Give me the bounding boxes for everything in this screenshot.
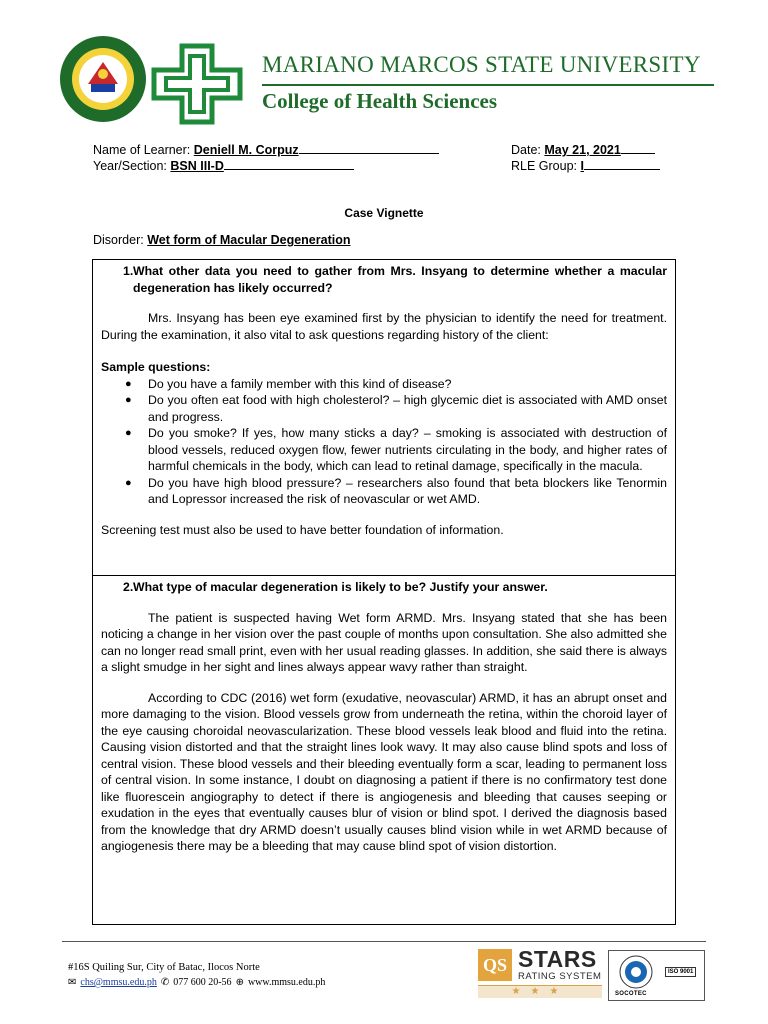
- date-value: May 21, 2021: [544, 143, 621, 157]
- disorder-label: Disorder:: [93, 233, 144, 247]
- question-1-text: What other data you need to gather from Mrs. Insyang to determine whether a macular degeneration has likely occurred?: [133, 264, 667, 295]
- rle-group-line: [511, 159, 660, 173]
- question-1-intro: Mrs. Insyang has been eye examined first by the physician to identify the need for treatment. During the examination, it also vital to ask questions regarding history of the client:: [101, 311, 667, 342]
- bullet-icon: ●: [125, 377, 132, 390]
- footer-website[interactable]: www.mmsu.edu.ph: [247, 977, 326, 988]
- name-label: Name of Learner:: [93, 143, 191, 157]
- sample-questions-label: Sample questions:: [101, 360, 211, 374]
- disorder-value: Wet form of Macular Degeneration: [147, 233, 351, 247]
- qs-stars-logo: [478, 946, 602, 999]
- section-label: Year/Section:: [93, 159, 167, 173]
- footer-contacts: [68, 977, 325, 988]
- group-blank-line: [584, 159, 660, 170]
- university-name: MARIANO MARCOS STATE UNIVERSITY: [262, 52, 701, 77]
- list-item-text: Do you smoke? If yes, how many sticks a day? – smoking is associated with destruction of blood vessels, reduced oxygen flow, fewer nutrients circulating in the body, and higher rates of harmful chemicals in the body, which can lead to retinal damage, specifically in the macula.: [148, 426, 667, 473]
- question-2-text: What type of macular degeneration is likely to be? Justify your answer.: [133, 580, 548, 594]
- question-2-paragraph-1: The patient is suspected having Wet form ARMD. Mrs. Insyang stated that she has been noticing a change in her vision over the past couple of months upon consultation. She also admitted she can no longer read small print, even with her usual reading glasses. In addition, she said there is always a slight smudge in her sight and lines always appear wavy rather than straight.: [101, 610, 667, 674]
- group-value: I: [580, 159, 584, 173]
- bullet-icon: ●: [125, 394, 132, 406]
- list-item: [101, 475, 667, 508]
- star-rating-icon: ★★★: [478, 985, 602, 998]
- date-label: Date:: [511, 143, 541, 157]
- question-1: [101, 263, 667, 296]
- envelope-icon: ✉: [68, 977, 77, 988]
- bullet-icon: ●: [125, 476, 132, 489]
- question-2-paragraph-2: According to CDC (2016) wet form (exudative, neovascular) ARMD, it has an abrupt onset and more damaging to the vision. Blood vessels grow from underneath the retina, within the choroid layer of the eye causing choroidal neovascularization. These blood vessels leak blood and fluid into the retina. Causing vision distorted and that the straight lines look wavy. It may also cause blind spots and loss of central vision. These blood vessels and their bleeding eventually form a scar, leading to permanent loss of central vision. In some instance, I doubt on diagnosing a patient if there is no confirmatory test done like fluorescein angiography to detect if there is angiogenesis and bleeding that causes seeping or exudation in the eyes that eventually causes blur of vision or blind spot. I derived the diagnosis based from the knowledge that dry ARMD doesn’t usually causes blind vision while in wet ARMD because of angiogenesis there may be a bleeding that may cause blind spot of vision distortion.: [101, 690, 667, 853]
- list-item-text: Do you have high blood pressure? – researchers also found that beta blockers like Tenormin and Lopressor increased the risk of neovascular or wet AMD.: [148, 475, 667, 506]
- phone-icon: ✆: [160, 977, 170, 988]
- university-seal-logo: [58, 34, 148, 124]
- sample-questions-list: [101, 376, 667, 508]
- globe-icon: ⊕: [235, 977, 244, 988]
- footer-address: #16S Quiling Sur, City of Batac, Ilocos Norte: [68, 962, 260, 973]
- iso-label: ISO 9001: [665, 967, 696, 977]
- name-value: Deniell M. Corpuz: [193, 143, 299, 157]
- year-section-line: [93, 159, 354, 173]
- footer-phone: 077 600 20-56: [173, 977, 232, 988]
- bullet-icon: ●: [125, 427, 132, 439]
- section-value: BSN III-D: [170, 159, 224, 173]
- date-line: [511, 143, 655, 157]
- list-item: [101, 392, 667, 425]
- socotec-certification-logo: [608, 950, 705, 1001]
- header-divider: [262, 84, 714, 86]
- list-item-text: Do you often eat food with high cholesterol? – high glycemic diet is associated with AMD onset and progress.: [148, 393, 667, 424]
- question-2-box: [92, 576, 676, 925]
- date-blank-line: [621, 143, 655, 154]
- question-1-box: [92, 259, 676, 576]
- group-label: RLE Group:: [511, 159, 578, 173]
- college-name: College of Health Sciences: [262, 89, 498, 113]
- list-item: [101, 376, 667, 393]
- list-item-text: Do you have a family member with this kind of disease?: [148, 376, 452, 391]
- qs-mark: QS: [478, 949, 512, 981]
- rating-system-label: RATING SYSTEM: [518, 971, 602, 982]
- section-blank-line: [224, 159, 354, 170]
- page-title: Case Vignette: [344, 206, 424, 220]
- name-of-learner-line: [93, 143, 439, 157]
- name-blank-line: [299, 143, 439, 154]
- footer-email-link[interactable]: chs@mmsu.edu.ph: [80, 977, 157, 988]
- question-2: [101, 579, 667, 596]
- question-2-number: 2.: [123, 580, 134, 594]
- socotec-label: SOCOTEC: [615, 991, 647, 997]
- list-item: [101, 425, 667, 475]
- stars-wordmark: STARS: [518, 946, 597, 972]
- footer-divider: [62, 941, 706, 942]
- disorder-line: [93, 233, 350, 247]
- certification-seal-icon: [613, 954, 659, 990]
- health-cross-logo: [148, 42, 246, 126]
- question-1-number: 1.: [123, 264, 134, 278]
- question-1-closing: Screening test must also be used to have better foundation of information.: [101, 522, 504, 537]
